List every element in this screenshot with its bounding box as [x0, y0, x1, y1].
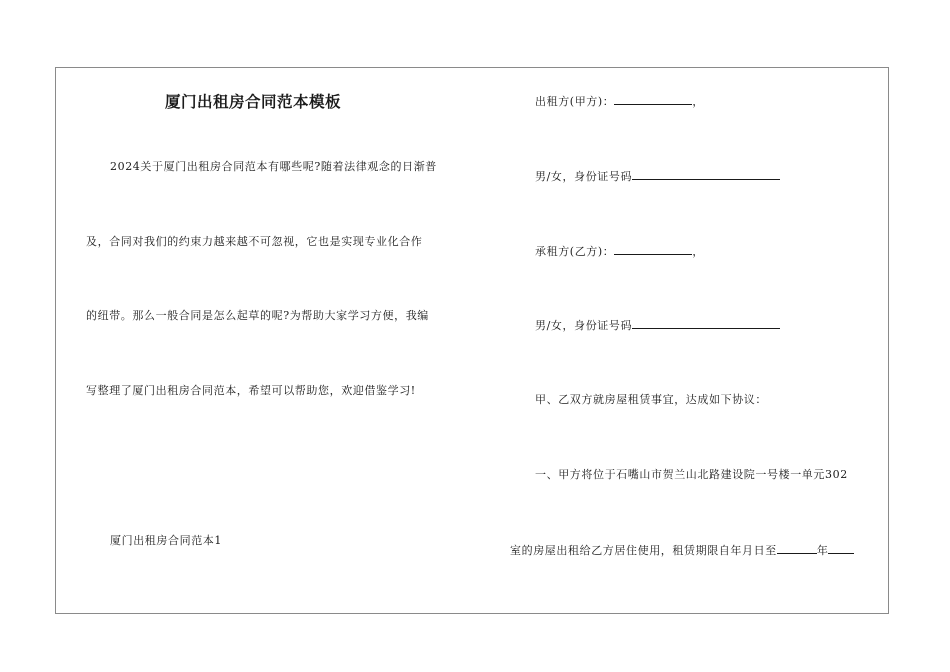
end-year-blank[interactable]: [828, 543, 854, 554]
clause1-line-2-text: 室的房屋出租给乙方居住使用，租赁期限自年月日至: [510, 544, 777, 557]
lessee-id-line: [535, 318, 780, 333]
intro-line-4: 写整理了厦门出租房合同范本，希望可以帮助您，欢迎借鉴学习!: [86, 384, 416, 397]
section-heading: 厦门出租房合同范本1: [110, 534, 222, 547]
lessor-id-label: 男/女，身份证号码: [535, 170, 633, 183]
intro-line-1: 2024关于厦门出租房合同范本有哪些呢?随着法律观念的日渐普: [110, 160, 437, 173]
lessor-line: [535, 94, 704, 109]
page-frame: [55, 67, 889, 614]
lessee-line: [535, 244, 704, 259]
clause1-year-label: 年: [816, 544, 829, 557]
lessee-id-label: 男/女，身份证号码: [535, 319, 633, 332]
agreement-intro: 甲、乙双方就房屋租赁事宜，达成如下协议：: [535, 393, 767, 406]
intro-line-3: 的纽带。那么一般合同是怎么起草的呢?为帮助大家学习方便，我编: [86, 309, 429, 322]
lessor-id-blank[interactable]: [632, 169, 780, 180]
lessor-id-line: [535, 169, 780, 184]
intro-line-2: 及，合同对我们的约束力越来越不可忽视，它也是实现专业化合作: [86, 235, 423, 248]
lessee-suffix: ，: [692, 245, 704, 258]
lessee-name-blank[interactable]: [614, 244, 692, 255]
end-date-blank[interactable]: [777, 543, 817, 554]
document-title: 厦门出租房合同范本模板: [165, 92, 342, 111]
clause1-line-1: 一、甲方将位于石嘴山市贺兰山北路建设院一号楼一单元302: [535, 468, 848, 481]
lessor-suffix: ，: [692, 95, 704, 108]
clause1-line-2: [510, 543, 854, 558]
lessor-name-blank[interactable]: [614, 94, 692, 105]
lessee-label: 承租方(乙方)：: [535, 245, 615, 258]
lessee-id-blank[interactable]: [632, 318, 780, 329]
lessor-label: 出租方(甲方)：: [535, 95, 615, 108]
